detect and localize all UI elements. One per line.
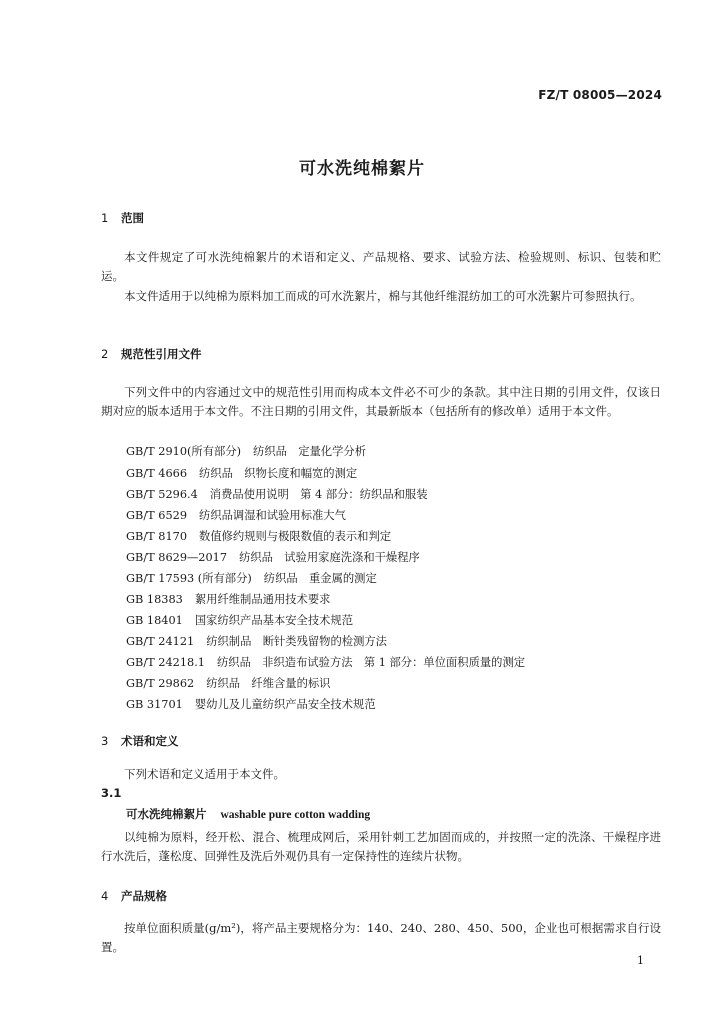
document-title: 可水洗纯棉絮片 xyxy=(299,159,425,179)
reference-code: GB/T 5296.4 xyxy=(126,488,198,501)
term-english: washable pure cotton wadding xyxy=(220,809,371,821)
section-2-heading xyxy=(101,346,202,362)
reference-title: 纺织品调湿和试验用标准大气 xyxy=(199,509,346,522)
reference-code: GB/T 24121 xyxy=(126,635,195,648)
reference-title: 纺织品 试验用家庭洗涤和干燥程序 xyxy=(239,551,420,564)
section-title: 范围 xyxy=(121,211,144,225)
reference-item xyxy=(126,654,525,670)
section-4-paragraph: 按单位面积质量(g/m²)，将产品主要规格分为：140、240、280、450、500，企业也可根据需求自行设置。 xyxy=(101,921,661,954)
reference-code: GB/T 24218.1 xyxy=(126,656,205,669)
reference-title: 纺织品 纤维含量的标识 xyxy=(206,677,331,690)
reference-title: 纺织品 定量化学分析 xyxy=(253,445,366,458)
section-title: 规范性引用文件 xyxy=(121,347,202,361)
reference-code: GB 18383 xyxy=(126,593,183,606)
section-number: 2 xyxy=(101,347,109,361)
page-number: 1 xyxy=(637,954,644,967)
reference-item xyxy=(126,633,387,649)
reference-code: GB/T 8170 xyxy=(126,530,188,543)
section-1-heading xyxy=(101,210,144,226)
section-1-paragraph-2: 本文件适用于以纯棉为原料加工而成的可水洗絮片，棉与其他纤维混纺加工的可水洗絮片可参照执行。 xyxy=(124,289,642,303)
section-title: 术语和定义 xyxy=(121,734,179,748)
reference-title: 纺织品 非织造布试验方法 第 1 部分：单位面积质量的测定 xyxy=(216,656,526,669)
section-3-heading xyxy=(101,733,179,749)
reference-item xyxy=(126,696,376,712)
reference-item xyxy=(126,507,346,523)
reference-title: 国家纺织产品基本安全技术规范 xyxy=(194,614,354,627)
reference-title: 婴幼儿及儿童纺织产品安全技术规范 xyxy=(194,698,376,711)
reference-code: GB/T 2910(所有部分) xyxy=(126,445,242,458)
reference-code: GB/T 4666 xyxy=(126,467,188,480)
reference-item xyxy=(126,612,353,628)
term-definition: 以纯棉为原料，经开松、混合、梳理成网后，采用针刺工艺加固而成的，并按照一定的洗涤、干燥程序进行水洗后，蓬松度、回弹性及洗后外观仍具有一定保持性的连续片状物。 xyxy=(101,830,661,863)
reference-title: 纺织品 织物长度和幅宽的测定 xyxy=(199,467,358,480)
reference-title: 纺织制品 断针类残留物的检测方法 xyxy=(206,635,387,648)
section-4-heading xyxy=(101,888,167,904)
section-number: 1 xyxy=(101,211,109,225)
term-chinese: 可水洗纯棉絮片 xyxy=(126,807,207,821)
reference-code: GB 31701 xyxy=(126,698,183,711)
reference-code: GB/T 29862 xyxy=(126,677,195,690)
section-number: 4 xyxy=(101,889,109,903)
document-code: FZ/T 08005—2024 xyxy=(538,88,662,102)
reference-item xyxy=(126,486,428,502)
section-number: 3 xyxy=(101,734,109,748)
section-title: 产品规格 xyxy=(121,889,167,903)
reference-title: 消费品使用说明 第 4 部分：纺织品和服装 xyxy=(209,488,428,501)
section-1-paragraph-1: 本文件规定了可水洗纯棉絮片的术语和定义、产品规格、要求、试验方法、检验规则、标识、包装和贮运。 xyxy=(101,250,661,283)
reference-title: 絮用纤维制品通用技术要求 xyxy=(194,593,331,606)
section-2-intro: 下列文件中的内容通过文中的规范性引用而构成本文件必不可少的条款。其中注日期的引用文件，仅该日期对应的版本适用于本文件。不注日期的引用文件，其最新版本（包括所有的修改单）适用于本文件。 xyxy=(101,385,661,418)
reference-code: GB 18401 xyxy=(126,614,183,627)
section-3-intro: 下列术语和定义适用于本文件。 xyxy=(124,767,285,781)
reference-item xyxy=(126,528,391,544)
reference-code: GB/T 17593 (所有部分) xyxy=(126,572,252,585)
reference-code: GB/T 8629—2017 xyxy=(126,551,228,564)
reference-item xyxy=(126,675,330,691)
reference-title: 数值修约规则与极限数值的表示和判定 xyxy=(199,530,392,543)
reference-item xyxy=(126,465,357,481)
reference-item xyxy=(126,591,330,607)
term-clause-number: 3.1 xyxy=(101,786,122,800)
reference-item xyxy=(126,570,377,586)
reference-item xyxy=(126,443,366,459)
reference-title: 纺织品 重金属的测定 xyxy=(263,572,377,585)
term-heading xyxy=(126,806,370,822)
reference-item xyxy=(126,549,420,565)
reference-code: GB/T 6529 xyxy=(126,509,188,522)
